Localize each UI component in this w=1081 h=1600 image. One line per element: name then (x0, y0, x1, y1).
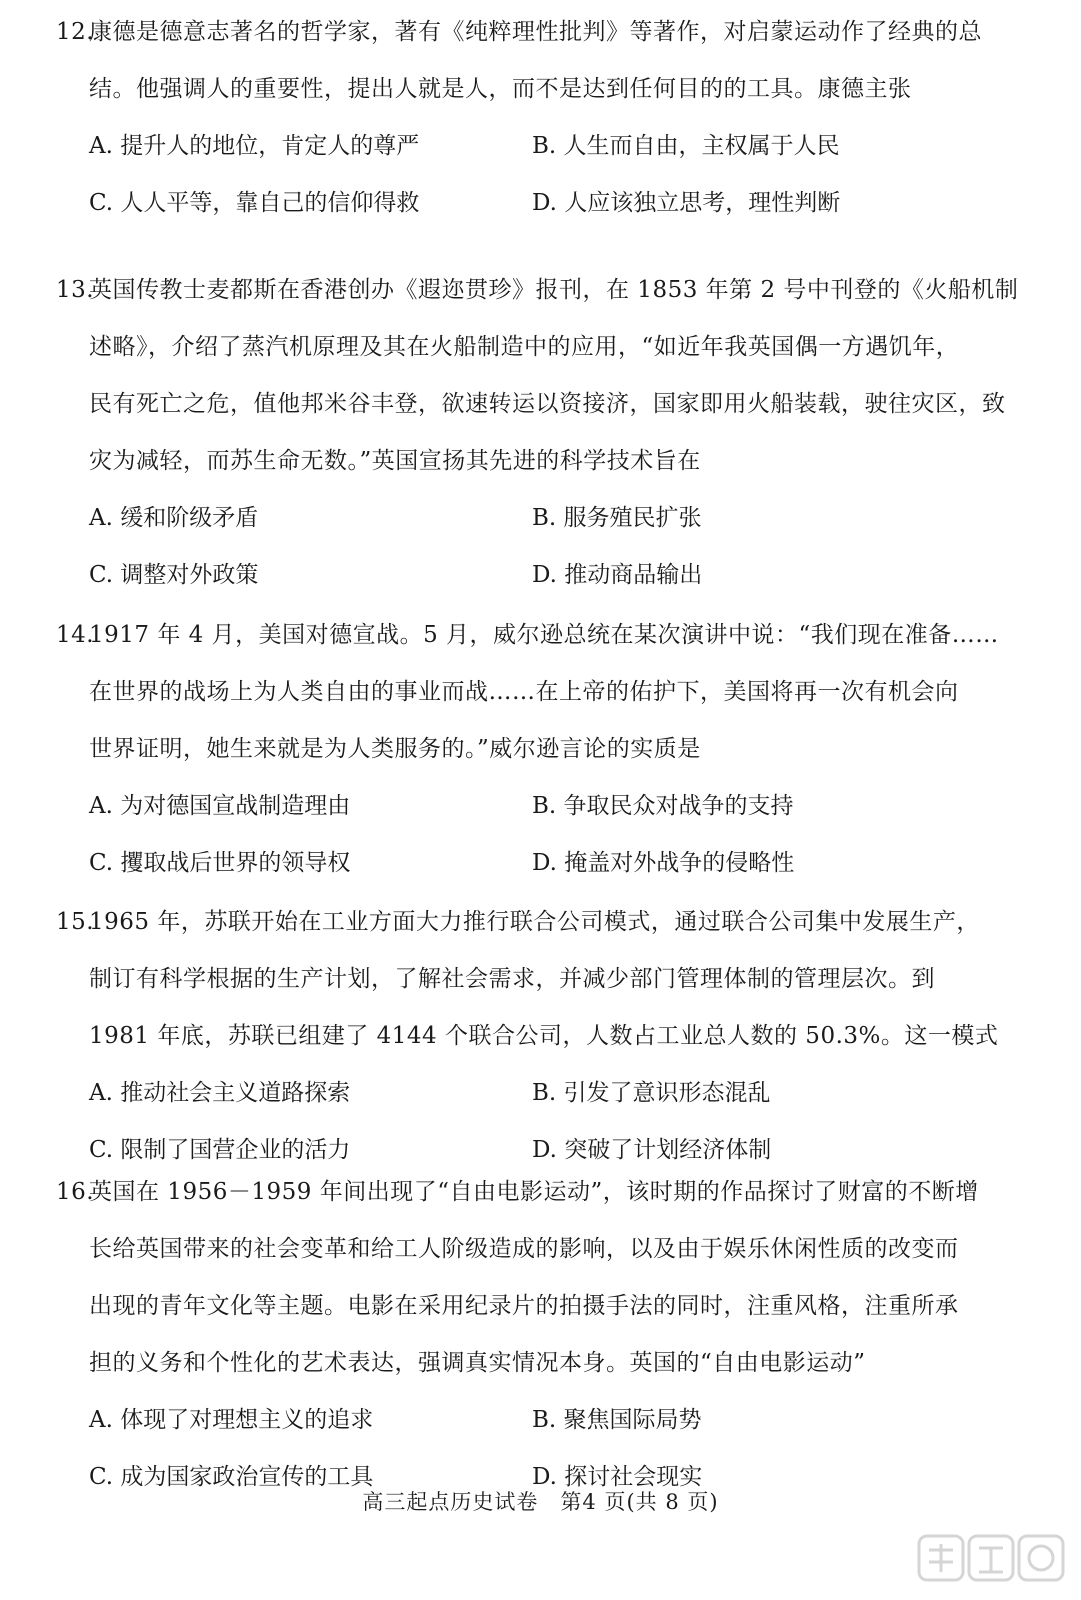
question-stem-line: 15.1965 年，苏联开始在工业方面大力推行联合公司模式，通过联合公司集中发展生产， (56, 894, 1036, 951)
question-stem-line: 16.英国在 1956－1959 年间出现了“自由电影运动”，该时期的作品探讨了财富的不断增 (56, 1164, 1036, 1221)
option-c: C. 调整对外政策 (89, 562, 259, 588)
option-row (56, 778, 1036, 835)
question-stem-line: 结。他强调人的重要性，提出人就是人，而不是达到任何目的的工具。康德主张 (89, 76, 912, 102)
options (56, 118, 1036, 232)
watermark-logo-icon (917, 1530, 1067, 1586)
option-a: A. 提升人的地位，肯定人的尊严 (89, 133, 420, 159)
question-stem-line: 世界证明，她生来就是为人类服务的。”威尔逊言论的实质是 (89, 736, 701, 762)
option-row (56, 835, 1036, 892)
option-c: C. 成为国家政治宣传的工具 (89, 1464, 374, 1490)
option-b: B. 聚焦国际局势 (532, 1407, 702, 1433)
option-row (56, 118, 1036, 175)
question-16 (56, 1164, 1036, 1506)
question-stem-line: 述略》，介绍了蒸汽机原理及其在火船制造中的应用，“如近年我英国偶一方遇饥年， (89, 334, 960, 360)
option-row (56, 1392, 1036, 1449)
question-number: 14. (56, 622, 95, 648)
option-b: B. 服务殖民扩张 (532, 505, 702, 531)
question-14 (56, 607, 1036, 892)
option-d: D. 推动商品输出 (532, 562, 703, 588)
question-stem-line: 制订有科学根据的生产计划，了解社会需求，并减少部门管理体制的管理层次。到 (89, 966, 935, 992)
option-row (56, 490, 1036, 547)
option-row (56, 547, 1036, 604)
question-stem-line: 出现的青年文化等主题。电影在采用纪录片的拍摄手法的同时，注重风格，注重所承 (89, 1293, 959, 1319)
option-b: B. 人生而自由，主权属于人民 (532, 133, 840, 159)
question-15 (56, 894, 1036, 1179)
option-d: D. 人应该独立思考，理性判断 (532, 190, 841, 216)
question-stem-line: 灾为减轻，而苏生命无数。”英国宣扬其先进的科学技术旨在 (89, 448, 701, 474)
options (56, 1065, 1036, 1179)
page-footer: 高三起点历史试卷 第4 页(共 8 页) (362, 1490, 719, 1514)
question-12 (56, 4, 1036, 232)
option-row (56, 175, 1036, 232)
option-d: D. 掩盖对外战争的侵略性 (532, 850, 795, 876)
options (56, 778, 1036, 892)
question-stem-line: 13.英国传教士麦都斯在香港创办《遐迩贯珍》报刊，在 1853 年第 2 号中刊登的《火船机制 (56, 262, 1036, 319)
question-stem-line: 民有死亡之危，值他邦米谷丰登，欲速转运以资接济，国家即用火船装载，驶往灾区，致 (89, 391, 1006, 417)
option-d: D. 突破了计划经济体制 (532, 1137, 772, 1163)
option-c: C. 攫取战后世界的领导权 (89, 850, 351, 876)
question-number: 13. (56, 277, 95, 303)
option-a: A. 为对德国宣战制造理由 (89, 793, 351, 819)
question-stem-line: 担的义务和个性化的艺术表达，强调真实情况本身。英国的“自由电影运动” (89, 1350, 866, 1376)
question-number: 12. (56, 19, 95, 45)
option-d: D. 探讨社会现实 (532, 1464, 703, 1490)
question-stem-line: 1981 年底，苏联已组建了 4144 个联合公司，人数占工业总人数的 50.3%。这一模式 (89, 1023, 999, 1049)
question-stem-line: 在世界的战场上为人类自由的事业而战……在上帝的佑护下，美国将再一次有机会向 (89, 679, 959, 705)
option-a: A. 推动社会主义道路探索 (89, 1080, 351, 1106)
option-c: C. 人人平等，靠自己的信仰得救 (89, 190, 420, 216)
question-number: 15. (56, 909, 95, 935)
question-stem-line: 14.1917 年 4 月，美国对德宣战。5 月，威尔逊总统在某次演讲中说：“我们现在准备…… (56, 607, 1036, 664)
question-stem-line: 长给英国带来的社会变革和给工人阶级造成的影响，以及由于娱乐休闲性质的改变而 (89, 1236, 959, 1262)
options (56, 490, 1036, 604)
option-c: C. 限制了国营企业的活力 (89, 1137, 351, 1163)
question-13 (56, 262, 1036, 604)
option-row (56, 1065, 1036, 1122)
question-stem-line: 12.康德是德意志著名的哲学家，著有《纯粹理性批判》等著作，对启蒙运动作了经典的总 (56, 4, 1036, 61)
question-number: 16. (56, 1179, 95, 1205)
option-a: A. 体现了对理想主义的追求 (89, 1407, 374, 1433)
option-b: B. 争取民众对战争的支持 (532, 793, 794, 819)
option-b: B. 引发了意识形态混乱 (532, 1080, 771, 1106)
option-a: A. 缓和阶级矛盾 (89, 505, 259, 531)
